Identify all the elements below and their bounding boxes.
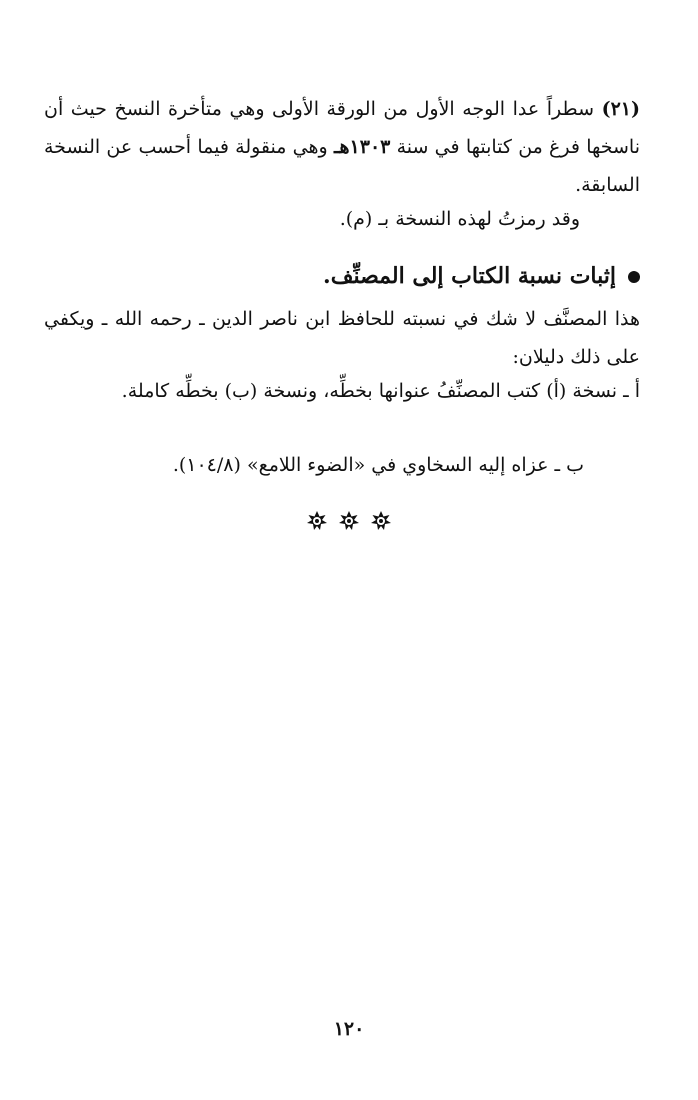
year-label: ١٣٠٣هـ	[333, 136, 391, 158]
section-divider	[0, 510, 698, 536]
paragraph-attribution: هذا المصنَّف لا شك في نسبته للحافظ ابن ناصر الدين ـ رحمه الله ـ ويكفي على ذلك دليلان:	[44, 308, 640, 368]
star-ornament-icon	[370, 510, 392, 532]
star-ornament-icon	[338, 510, 360, 532]
bullet-icon	[628, 271, 640, 283]
paragraph-manuscript-description	[44, 90, 640, 204]
section-heading-text: إثبات نسبة الكتاب إلى المصنِّف.	[323, 263, 616, 289]
paragraph-symbol-note: وقد رمزتُ لهذه النسخة بـ (م).	[339, 208, 580, 230]
list-item-b: ب ـ عزاه إليه السخاوي في «الضوء اللامع» (١٠٤/٨).	[172, 454, 584, 476]
list-item-a: أ ـ نسخة (أ) كتب المصنِّفُ عنوانها بخطِّه، ونسخة (ب) بخطِّه كاملة.	[121, 380, 640, 402]
page-number: ١٢٠	[333, 1018, 365, 1040]
paragraph-tail: وهي منقولة فيما أحسب عن النسخة السابقة.	[44, 136, 640, 196]
paragraph-text: سطراً عدا الوجه الأول من الورقة الأولى وهي متأخرة النسخ حيث أن ناسخها فرغ من كتابتها في سنة	[44, 98, 640, 158]
section-heading	[44, 258, 640, 294]
star-ornament-icon	[306, 510, 328, 532]
number-label: (٢١)	[601, 98, 640, 120]
